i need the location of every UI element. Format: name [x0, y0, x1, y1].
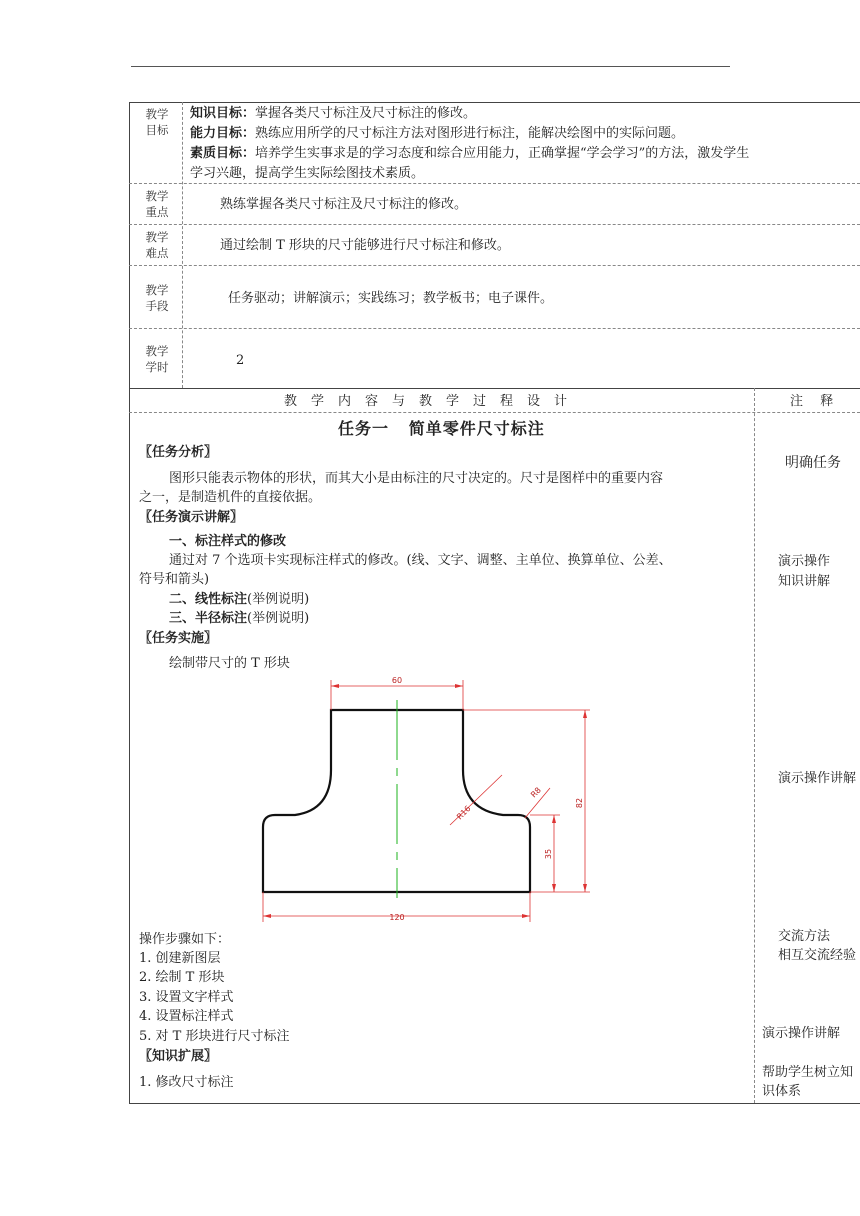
note-system: 帮助学生树立知	[762, 1065, 854, 1080]
row-divider	[129, 328, 860, 329]
item1-line-1: 通过对 7 个选项卡实现标注样式的修改。(线、文字、调整、主单位、换算单位、公差、	[169, 553, 672, 568]
note-share: 相互交流经验	[778, 948, 857, 963]
table-bottom-border	[129, 1103, 860, 1104]
step-3: 3. 设置文字样式	[139, 990, 234, 1005]
step-4: 4. 设置标注样式	[139, 1009, 234, 1024]
note-demo-explain-2: 演示操作讲解	[762, 1026, 841, 1041]
table-top-border	[129, 102, 860, 103]
dim-right-tall-label: 82	[575, 797, 584, 809]
r8-label: R8	[529, 785, 543, 800]
row-label-hours: 教学 学时	[145, 344, 169, 374]
methods-text: 任务驱动；讲解演示；实践练习；教学板书；电子课件。	[228, 291, 554, 306]
note-explain: 知识讲解	[778, 574, 831, 589]
t-block-drawing	[240, 670, 610, 930]
steps-heading: 操作步骤如下：	[139, 932, 231, 947]
table-left-border	[129, 102, 130, 1104]
row-label-difficulty: 教学 难点	[145, 230, 169, 260]
extension-heading: 〖知识扩展〗	[139, 1049, 218, 1064]
impl-text: 绘制带尺寸的 T 形块	[169, 656, 290, 671]
extension-item-1: 1. 修改尺寸标注	[139, 1075, 234, 1090]
notes-title: 注 释	[790, 394, 837, 409]
goal-quality-cont: 学习兴趣，提高学生实际绘图技术素质。	[190, 166, 425, 181]
note-clarify-task: 明确任务	[785, 455, 841, 471]
analysis-line-1: 图形只能表示物体的形状，而其大小是由标注的尺寸决定的。尺寸是图样中的重要内容	[169, 471, 664, 486]
dim-bottom-label: 120	[389, 913, 405, 922]
item3: 三、半径标注(举例说明)	[169, 611, 310, 626]
goal-knowledge: 知识目标：掌握各类尺寸标注及尺寸标注的修改。	[190, 106, 477, 121]
section-divider	[129, 388, 860, 389]
note-exchange: 交流方法	[778, 929, 831, 944]
row-label-methods: 教学 手段	[145, 283, 169, 313]
dim-right-short-label: 35	[544, 848, 553, 860]
row-divider	[129, 265, 860, 266]
row-label-key: 教学 重点	[145, 189, 169, 219]
step-2: 2. 绘制 T 形块	[139, 970, 225, 985]
header-rule	[131, 66, 730, 67]
item1-heading: 一、标注样式的修改	[169, 534, 287, 549]
goal-ability: 能力目标：熟练应用所学的尺寸标注方法对图形进行标注，能解决绘图中的实际问题。	[190, 126, 685, 141]
note-demo-explain: 演示操作讲解	[778, 771, 857, 786]
item1-line-2: 符号和箭头)	[139, 572, 210, 587]
note-system-cont: 识体系	[762, 1084, 802, 1099]
r16-label: R16	[455, 803, 473, 822]
analysis-line-2: 之一，是制造机件的直接依据。	[139, 490, 322, 505]
row-label-goals: 教学 目标	[145, 107, 169, 137]
dim-top-label: 60	[391, 676, 403, 685]
step-1: 1. 创建新图层	[139, 951, 221, 966]
task-title: 任务一 简单零件尺寸标注	[338, 419, 545, 438]
analysis-heading: 〖任务分析〗	[139, 445, 218, 460]
impl-heading: 〖任务实施〗	[139, 631, 218, 646]
notes-column-divider	[754, 388, 755, 1103]
hours-text: 2	[236, 353, 245, 368]
step-5: 5. 对 T 形块进行尺寸标注	[139, 1029, 290, 1044]
difficulty-text: 通过绘制 T 形块的尺寸能够进行尺寸标注和修改。	[220, 238, 510, 253]
note-demo: 演示操作	[778, 554, 831, 569]
section-title: 教学内容与教学过程设计	[284, 394, 582, 409]
row-divider	[129, 224, 860, 225]
goal-quality: 素质目标：培养学生实事求是的学习态度和综合应用能力，正确掌握“学会学习”的方法，激发学生	[190, 146, 750, 161]
item2: 二、线性标注(举例说明)	[169, 592, 310, 607]
demo-heading: 〖任务演示讲解〗	[139, 510, 244, 525]
label-column-divider	[182, 102, 183, 388]
key-points-text: 熟练掌握各类尺寸标注及尺寸标注的修改。	[220, 197, 468, 212]
section-header-divider	[129, 412, 860, 413]
